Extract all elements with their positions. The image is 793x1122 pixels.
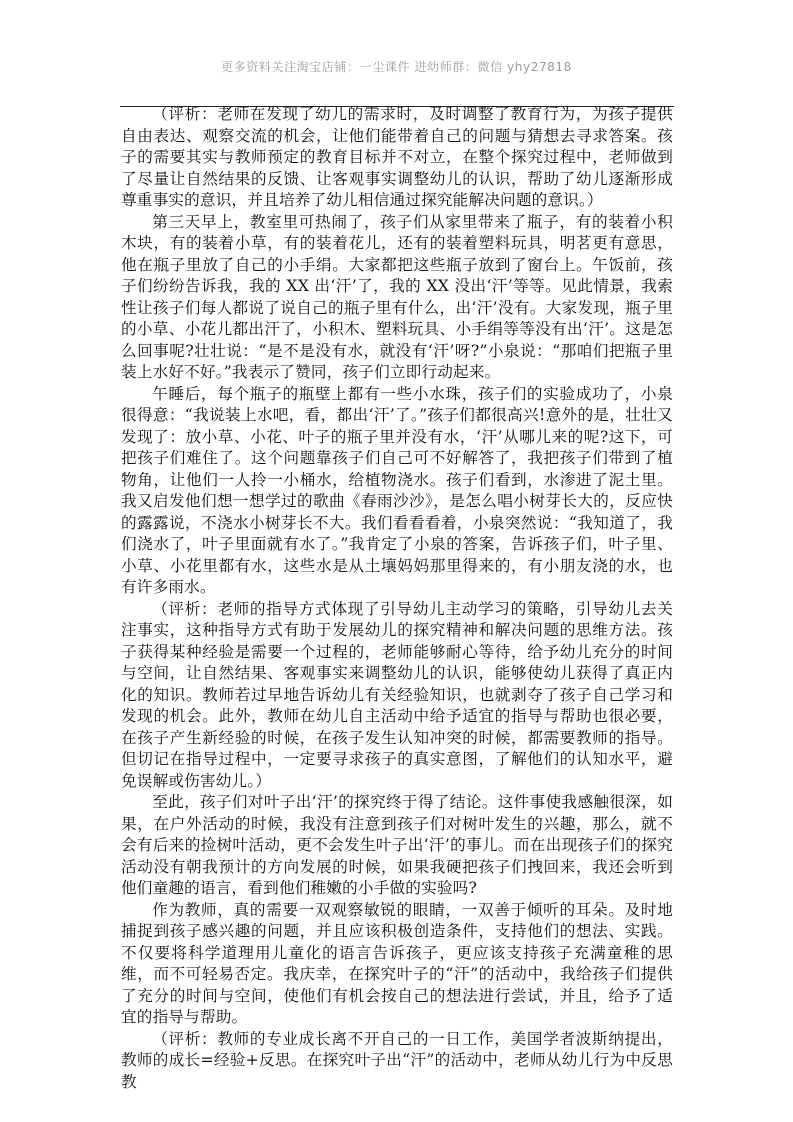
watermark-text: 更多资料关注淘宝店铺：一尘课件 进幼师群：微信 yhy27818 [221,60,572,74]
paragraph-commentary-2: （评析：老师的指导方式体现了引导幼儿主动学习的策略，引导幼儿去关注事实，这种指导方式有助于发展幼儿的探究精神和解决问题的思维方法。孩子获得某种经验是需要一个过程的，老师能够耐心等待，给予幼儿充分的时间与空间，让自然结果、客观事实来调整幼儿的认识，能够使幼儿获得了真正内化的知识。教师若过早地告诉幼儿有关经验知识，也就剥夺了孩子自己学习和发现的机会。此外，教师在幼儿自主活动中给予适宜的指导与帮助也很必要，在孩子产生新经验的时候，在孩子发生认知冲突的时候，都需要教师的指导。但切记在指导过程中，一定要寻求孩子的真实意图，了解他们的认知水平，避免误解或伤害幼儿。） [121,599,673,790]
paragraph-after-nap: 午睡后，每个瓶子的瓶壁上都有一些小水珠，孩子们的实验成功了，小泉很得意：“我说装上水吧，看，都出‘汗’了。”孩子们都很高兴!意外的是，壮壮又发现了：放小草、小花、叶子的瓶子里并没有水，‘汗’从哪儿来的呢?这下，可把孩子们难住了。这个问题靠孩子们自己可不好解答了，我把孩子们带到了植物角，让他们一人拎一小桶水，给植物浇水。孩子们看到，水渗进了泥土里。我又启发他们想一想学过的歌曲《春雨沙沙》，是怎么唱小树芽长大的，反应快的露露说，不浇水小树芽长不大。我们看看看着，小泉突然说：“我知道了，我们浇水了，叶子里面就有水了。”我肯定了小泉的答案，告诉孩子们，叶子里、小草、小花里都有水，这些水是从土壤妈妈那里得来的，有小朋友浇的水，也有许多雨水。 [121,384,673,596]
paragraph-conclusion: 至此，孩子们对叶子出‘汗’的探究终于得了结论。这件事使我感触很深，如果，在户外活动的时候，我没有注意到孩子们对树叶发生的兴趣，那么，就不会有后来的捡树叶活动，更不会发生叶子出‘汗’的事儿。而在出现孩子们的探究活动没有朝我预计的方向发展的时候，如果我硬把孩子们拽回来，我还会听到他们童趣的语言，看到他们稚嫩的小手做的实验吗? [121,793,673,897]
document-body [121,104,673,1093]
paragraph-commentary-1: （评析：老师在发现了幼儿的需求时，及时调整了教育行为，为孩子提供自由表达、观察交流的机会，让他们能带着自己的问题与猜想去寻求答案。孩子的需要其实与教师预定的教育目标并不对立，在整个探究过程中，老师做到了尽量让自然结果的反馈、让客观事实调整幼儿的认识，帮助了幼儿逐渐形成尊重事实的意识，并且培养了幼儿相信通过探究能解决问题的意识。） [121,105,673,209]
paragraph-commentary-3: （评析：教师的专业成长离不开自己的一日工作，美国学者波斯纳提出，教师的成长=经验+反思。在探究叶子出“汗”的活动中，老师从幼儿行为中反思教 [121,1029,673,1091]
watermark-header [0,58,793,75]
paragraph-day-three: 第三天早上，教室里可热闹了，孩子们从家里带来了瓶子，有的装着小积木块，有的装着小草，有的装着花儿，还有的装着塑料玩具，明茗更有意思，他在瓶子里放了自己的小手绢。大家都把这些瓶子放到了窗台上。午饭前，孩子们纷纷告诉我，我的 XX 出‘汗’了，我的 XX 没出‘汗’等等。见此情景，我索性让孩子们每人都说了说自己的瓶子里有什么，出‘汗’没有。大家发现，瓶子里的小草、小花儿都出汗了，小积木、塑料玩具、小手绢等等没有出‘汗’。这是怎么回事呢?壮壮说：“是不是没有水，就没有‘汗’呀?”小泉说：“那咱们把瓶子里装上水好不好。”我表示了赞同，孩子们立即行动起来。 [121,212,673,381]
paragraph-teacher-reflection: 作为教师，真的需要一双观察敏锐的眼睛，一双善于倾听的耳朵。及时地捕捉到孩子感兴趣的问题，并且应该积极创造条件，支持他们的想法、实践。不仅要将科学道理用儿童化的语言告诉孩子，更应该支持孩子充满童稚的思维，而不可轻易否定。我庆幸，在探究叶子的“汗”的活动中，我给孩子们提供了充分的时间与空间，使他们有机会按自己的想法进行尝试，并且，给予了适宜的指导与帮助。 [121,900,673,1026]
